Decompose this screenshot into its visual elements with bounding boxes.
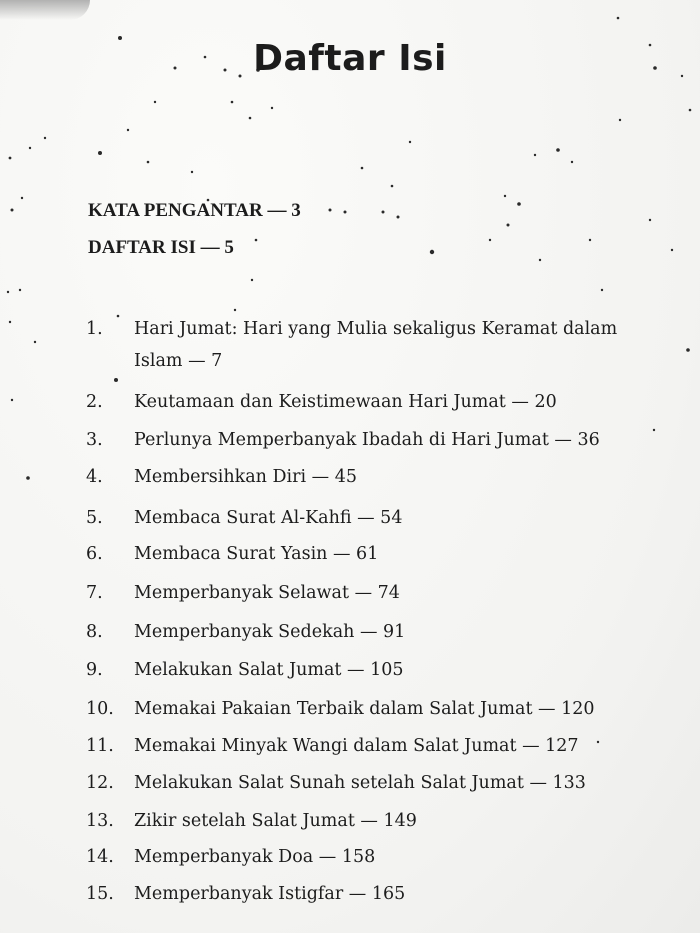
toc-entry-title: Perlunya Memperbanyak Ibadah di Hari Jumat — 36 bbox=[134, 430, 600, 450]
toc-entry-title: Memperbanyak Doa — 158 bbox=[134, 847, 376, 867]
toc-entry-number: 13. bbox=[86, 811, 114, 831]
toc-entry-number: 7. bbox=[86, 583, 103, 603]
toc-entry-number: 1. bbox=[86, 319, 103, 339]
toc-entry-number: 14. bbox=[86, 847, 114, 867]
front-matter-kata-pengantar: KATA PENGANTAR — 3 bbox=[88, 200, 301, 221]
toc-entry-title: Melakukan Salat Sunah setelah Salat Jumat — 133 bbox=[134, 773, 586, 793]
toc-entry-number: 15. bbox=[86, 884, 114, 904]
toc-entry-number: 9. bbox=[86, 660, 103, 680]
toc-entry-title: Memperbanyak Sedekah — 91 bbox=[134, 622, 406, 642]
toc-entry-number: 11. bbox=[86, 736, 114, 756]
toc-entry-title: Zikir setelah Salat Jumat — 149 bbox=[134, 811, 417, 831]
toc-entry-title: Memakai Minyak Wangi dalam Salat Jumat — 127 bbox=[134, 736, 579, 756]
toc-entry-number: 2. bbox=[86, 392, 103, 412]
toc-entry-title: Membaca Surat Yasin — 61 bbox=[134, 544, 379, 564]
toc-entry-number: 8. bbox=[86, 622, 103, 642]
toc-entry-title: Keutamaan dan Keistimewaan Hari Jumat — 20 bbox=[134, 392, 557, 412]
toc-entry-number: 10. bbox=[86, 699, 114, 719]
front-matter-daftar-isi: DAFTAR ISI — 5 bbox=[88, 237, 234, 258]
toc-entry-title: Melakukan Salat Jumat — 105 bbox=[134, 660, 404, 680]
toc-entry-number: 12. bbox=[86, 773, 114, 793]
toc-entry-title: Membaca Surat Al-Kahfi — 54 bbox=[134, 508, 403, 528]
toc-entry-number: 5. bbox=[86, 508, 103, 528]
toc-entry-title-continued: Islam — 7 bbox=[134, 351, 223, 371]
toc-entry-title: Memakai Pakaian Terbaik dalam Salat Jumat — 120 bbox=[134, 699, 595, 719]
toc-entry-number: 4. bbox=[86, 467, 103, 487]
toc-entry-number: 6. bbox=[86, 544, 103, 564]
toc-entry-title: Memperbanyak Istigfar — 165 bbox=[134, 884, 406, 904]
page-title: Daftar Isi bbox=[253, 38, 447, 79]
toc-entry-title: Membersihkan Diri — 45 bbox=[134, 467, 357, 487]
toc-entry-title: Memperbanyak Selawat — 74 bbox=[134, 583, 400, 603]
toc-entry-number: 3. bbox=[86, 430, 103, 450]
toc-entry-title: Hari Jumat: Hari yang Mulia sekaligus Keramat dalam bbox=[134, 319, 618, 339]
